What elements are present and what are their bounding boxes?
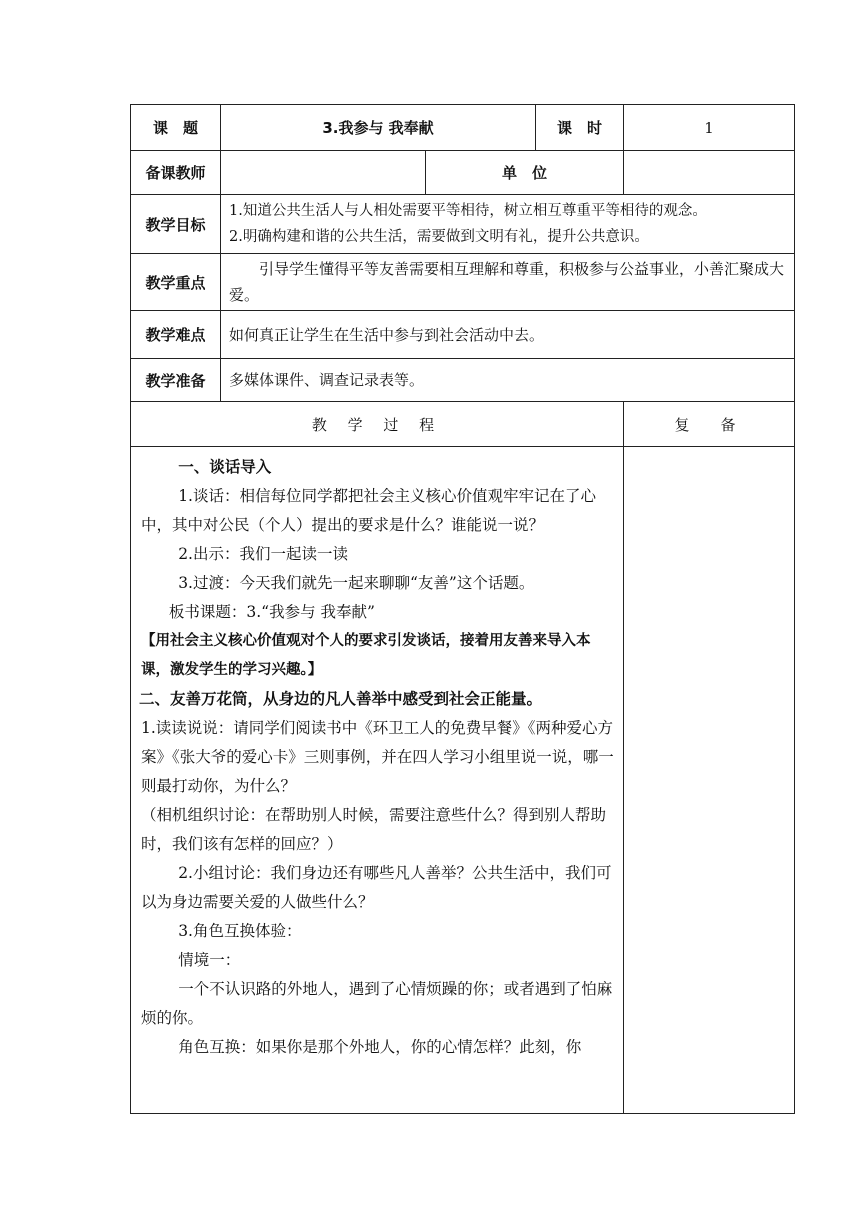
process-paragraph: 一个不认识路的外地人，遇到了心情烦躁的你；或者遇到了怕麻烦的你。 [141, 980, 613, 1027]
process-paragraph: 1.谈话：相信每位同学都把社会主义核心价值观牢牢记在了心中，其中对公民（个人）提出的要求是什么？谁能说一说？ [141, 487, 596, 534]
prep-label: 教学准备 [131, 359, 221, 402]
teacher-label: 备课教师 [131, 151, 221, 195]
hours-label: 课 时 [536, 105, 624, 151]
teacher-value [221, 151, 426, 195]
hours-value: 1 [624, 105, 795, 151]
process-paragraph: 板书课题：3.“我参与 我奉献” [168, 603, 375, 621]
process-paragraph: 2.出示：我们一起读一读 [178, 545, 348, 563]
topic-row [131, 105, 795, 151]
lesson-plan-table [130, 104, 795, 1114]
topic-value: 3.我参与 我奉献 [221, 105, 536, 151]
goal-line-2: 2.明确构建和谐的公共生活，需要做到文明有礼，提升公共意识。 [229, 229, 649, 245]
process-paragraph: 3.过渡：今天我们就先一起来聊聊“友善”这个话题。 [178, 574, 535, 592]
process-paragraph: （相机组织讨论：在帮助别人时候，需要注意些什么？得到别人帮助时，我们该有怎样的回应？） [141, 806, 607, 853]
prep-text: 多媒体课件、调查记录表等。 [221, 359, 795, 402]
goal-line-1: 1.知道公共生活人与人相处需要平等相待，树立相互尊重平等相待的观念。 [229, 203, 707, 219]
unit-value [624, 151, 795, 195]
key-label: 教学重点 [131, 254, 221, 311]
goal-row [131, 195, 795, 254]
key-text: 引导学生懂得平等友善需要相互理解和尊重，积极参与公益事业，小善汇聚成大爱。 [221, 254, 795, 311]
section-heading-2: 二、友善万花筒，从身边的凡人善举中感受到社会正能量。 [139, 690, 543, 708]
process-content [131, 447, 624, 1114]
topic-label: 课 题 [131, 105, 221, 151]
difficulty-row [131, 311, 795, 359]
unit-label: 单 位 [426, 151, 624, 195]
goal-content [221, 195, 795, 254]
process-paragraph: 情境一： [178, 951, 241, 969]
process-paragraph: 角色互换：如果你是那个外地人，你的心情怎样？此刻，你 [178, 1038, 582, 1056]
process-body-row [131, 447, 795, 1114]
process-paragraph: 2.小组讨论：我们身边还有哪些凡人善举？公共生活中，我们可以为身边需要关爱的人做些什么？ [141, 864, 612, 911]
lesson-plan-document [130, 104, 794, 1114]
goal-label: 教学目标 [131, 195, 221, 254]
key-row [131, 254, 795, 311]
process-paragraph: 1.读读说说：请同学们阅读书中《环卫工人的免费早餐》《两种爱心方案》《张大爷的爱心卡》三则事例，并在四人学习小组里说一说，哪一则最打动你，为什么？ [141, 719, 614, 795]
section-heading-1: 一、谈话导入 [178, 458, 272, 476]
teaching-note: 【用社会主义核心价值观对个人的要求引发谈话，接着用友善来导入本课，激发学生的学习兴趣。】 [141, 633, 591, 678]
prep-row [131, 359, 795, 402]
process-paragraph: 3.角色互换体验： [178, 922, 302, 940]
difficulty-label: 教学难点 [131, 311, 221, 359]
process-title: 教 学 过 程 [131, 402, 624, 447]
teacher-row [131, 151, 795, 195]
review-title: 复 备 [624, 402, 795, 447]
process-header-row [131, 402, 795, 447]
difficulty-text: 如何真正让学生在生活中参与到社会活动中去。 [221, 311, 795, 359]
review-content [624, 447, 795, 1114]
